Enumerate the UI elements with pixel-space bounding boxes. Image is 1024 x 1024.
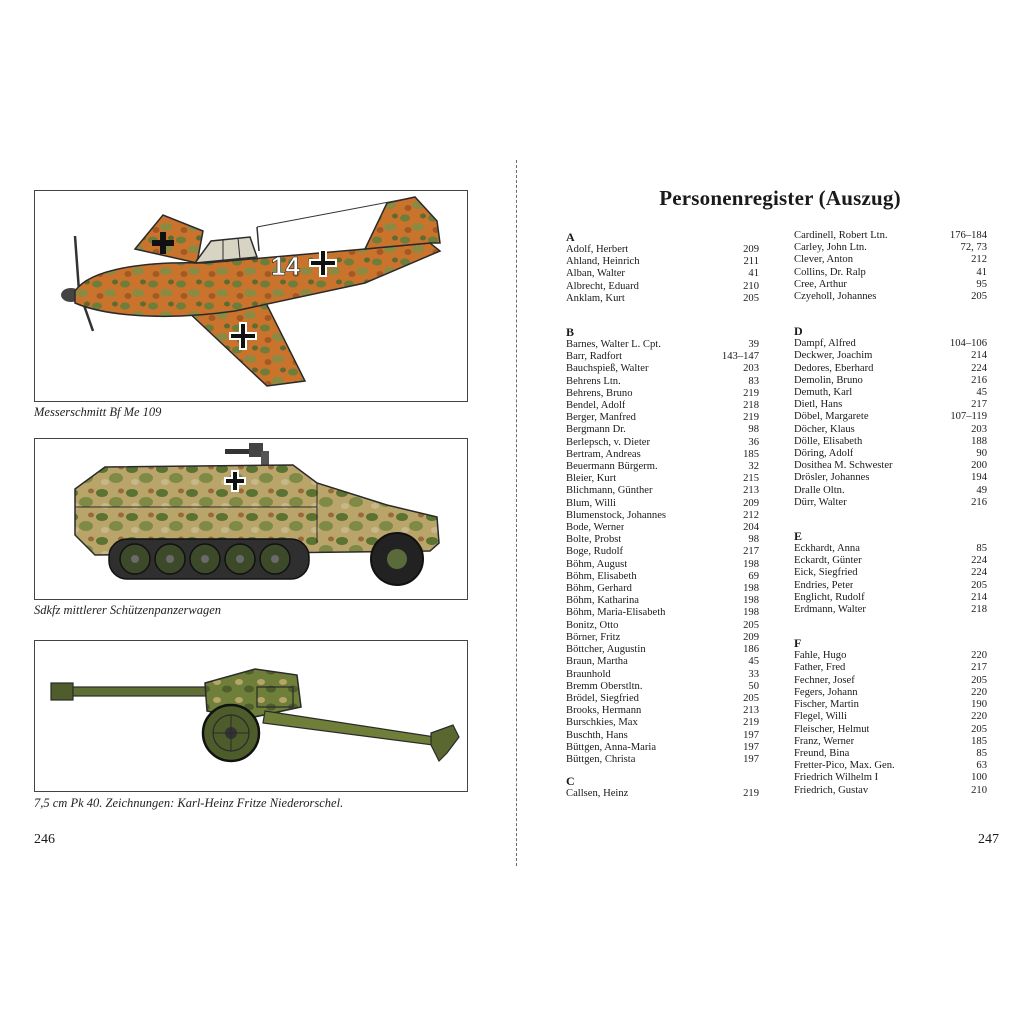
index-entry: [566, 620, 759, 632]
entry-name: Demolin, Bruno: [794, 374, 863, 386]
entry-pages: 90: [976, 448, 987, 460]
entry-pages: 104–106: [949, 338, 987, 350]
entry-pages: 176–184: [949, 230, 987, 241]
antitank-gun-illustration: [35, 641, 467, 791]
entry-name: Dosithea M. Schwester: [794, 460, 893, 472]
entry-pages: 220: [971, 711, 987, 723]
page-title: Personenregister (Auszug): [659, 186, 901, 210]
index-entry: [794, 555, 987, 567]
index-entry: [566, 473, 759, 485]
entry-name: Berlepsch, v. Dieter: [566, 436, 651, 448]
index-entry: [794, 350, 987, 362]
entry-pages: 49: [976, 484, 987, 496]
index-entry: [566, 412, 759, 424]
index-entry: [794, 567, 987, 579]
index-entry: [566, 351, 759, 363]
entry-pages: 218: [743, 400, 759, 412]
entry-name: Bendel, Adolf: [566, 400, 626, 412]
entry-pages: 210: [743, 280, 759, 292]
entry-pages: 204: [743, 522, 759, 534]
aircraft-number: 14: [271, 251, 300, 281]
entry-name: Braun, Martha: [566, 656, 628, 668]
entry-pages: 205: [971, 291, 987, 303]
index-entry: [566, 693, 759, 705]
index-entry: [794, 338, 987, 350]
page-number-left: 246: [34, 832, 55, 847]
entry-name: Carley, John Ltn.: [794, 242, 867, 254]
entry-pages: 212: [971, 254, 987, 266]
section-letter: D: [794, 324, 803, 339]
entry-pages: 41: [748, 268, 759, 280]
entry-pages: 213: [743, 705, 759, 717]
index-entry: [566, 522, 759, 534]
entry-name: Bergmann Dr.: [566, 424, 626, 436]
index-entry: [794, 650, 987, 662]
section-letter: E: [794, 529, 803, 544]
index-entry: [566, 424, 759, 436]
entry-pages: 214: [971, 591, 987, 603]
index-entry: [794, 399, 987, 411]
entry-name: Albrecht, Eduard: [566, 280, 639, 292]
entry-name: Erdmann, Walter: [794, 604, 866, 616]
entry-name: Berger, Manfred: [566, 412, 636, 424]
index-entry: [566, 256, 759, 268]
index-column-right: [794, 230, 987, 818]
index-entry: [794, 724, 987, 736]
entry-name: Fahle, Hugo: [794, 650, 847, 662]
entry-name: Bremm Oberstltn.: [566, 680, 643, 692]
entry-pages: 186: [743, 644, 759, 656]
entry-name: Bauchspieß, Walter: [566, 363, 649, 375]
entry-pages: 198: [743, 583, 759, 595]
plate-messerschmitt: [34, 190, 468, 402]
entry-name: Döring, Adolf: [794, 448, 854, 460]
index-entry: [794, 242, 987, 254]
index-entry: [794, 230, 987, 242]
index-entry: [566, 400, 759, 412]
messerschmitt-illustration: [35, 191, 467, 401]
halftrack-illustration: [35, 439, 467, 599]
entry-pages: 203: [971, 423, 987, 435]
entry-name: Böhm, Elisabeth: [566, 570, 637, 582]
entry-name: Böhm, Katharina: [566, 595, 639, 607]
index-entry: [794, 592, 987, 604]
index-entry: [566, 583, 759, 595]
entry-pages: 217: [971, 399, 987, 411]
entry-name: Ahland, Heinrich: [566, 256, 640, 268]
entry-pages: 197: [743, 753, 759, 765]
entry-name: Fechner, Josef: [794, 674, 855, 686]
index-section: [566, 775, 759, 800]
entry-pages: 185: [743, 448, 759, 460]
entry-pages: 216: [971, 374, 987, 386]
entry-pages: 209: [743, 244, 759, 255]
entry-name: Adolf, Herbert: [566, 244, 629, 255]
entry-name: Friedrich Wilhelm I: [794, 772, 879, 784]
entry-pages: 69: [748, 570, 759, 582]
entry-name: Beuermann Bürgerm.: [566, 461, 658, 473]
index-entry: [566, 754, 759, 766]
entry-name: Behrens, Bruno: [566, 387, 633, 399]
index-entry: [794, 448, 987, 460]
index-section: [794, 325, 987, 509]
entry-name: Fleischer, Helmut: [794, 723, 870, 735]
entry-name: Bolte, Probst: [566, 534, 622, 546]
entry-pages: 39: [748, 339, 759, 351]
entry-pages: 220: [971, 650, 987, 662]
index-entry: [794, 675, 987, 687]
entry-pages: 219: [743, 412, 759, 424]
entry-pages: 219: [743, 717, 759, 729]
entry-pages: 85: [976, 543, 987, 555]
trail-leg: [263, 711, 435, 745]
spade: [431, 725, 459, 761]
index-entry: [794, 580, 987, 592]
entry-pages: 95: [976, 278, 987, 290]
entry-name: Dietl, Hans: [794, 399, 843, 411]
entry-name: Fretter-Pico, Max. Gen.: [794, 760, 895, 772]
entry-name: Boge, Rudolf: [566, 546, 624, 558]
entry-pages: 198: [743, 607, 759, 619]
entry-pages: 218: [971, 604, 987, 616]
entry-name: Demuth, Karl: [794, 387, 853, 399]
entry-name: Büttgen, Anna-Maria: [566, 741, 657, 753]
entry-pages: 205: [971, 723, 987, 735]
entry-pages: 36: [748, 436, 759, 448]
entry-pages: 194: [971, 472, 987, 484]
index-entry: [566, 559, 759, 571]
page-gutter: [516, 160, 517, 866]
page-number-right: 247: [978, 832, 999, 847]
entry-name: Fegers, Johann: [794, 686, 858, 698]
index-entry: [566, 449, 759, 461]
entry-pages: 200: [971, 460, 987, 472]
entry-name: Böhm, Gerhard: [566, 583, 632, 595]
entry-pages: 219: [743, 387, 759, 399]
entry-name: Brooks, Hermann: [566, 705, 642, 717]
entry-pages: 211: [743, 256, 759, 268]
entry-name: Eckhardt, Anna: [794, 543, 860, 555]
entry-pages: 217: [743, 546, 759, 558]
entry-name: Brödel, Siegfried: [566, 692, 639, 704]
index-entry: [566, 607, 759, 619]
entry-pages: 215: [743, 473, 759, 485]
index-entry: [566, 717, 759, 729]
entry-name: Bode, Werner: [566, 522, 625, 534]
index-entry: [794, 748, 987, 760]
index-entry: [566, 293, 759, 305]
entry-name: Bertram, Andreas: [566, 448, 641, 460]
index-entry: [794, 687, 987, 699]
index-entry: [794, 387, 987, 399]
index-section: [794, 637, 987, 796]
entry-pages: 50: [748, 680, 759, 692]
index-entry: [794, 460, 987, 472]
entry-name: Barr, Radfort: [566, 351, 623, 363]
index-entry: [566, 681, 759, 693]
index-entry: [794, 375, 987, 387]
entry-name: Böttcher, Augustin: [566, 644, 646, 656]
entry-name: Dürr, Walter: [794, 496, 847, 508]
entry-name: Anklam, Kurt: [566, 292, 625, 304]
entry-name: Dampf, Alfred: [794, 338, 856, 350]
entry-name: Büttgen, Christa: [566, 753, 636, 765]
entry-name: Endries, Peter: [794, 579, 854, 591]
index-section: [566, 231, 759, 305]
entry-name: Eick, Siegfried: [794, 567, 858, 579]
entry-name: Börner, Fritz: [566, 631, 621, 643]
entry-pages: 224: [971, 555, 987, 567]
index-entry: [566, 485, 759, 497]
entry-pages: 205: [743, 619, 759, 631]
entry-name: Collins, Dr. Ralp: [794, 266, 866, 278]
muzzle-brake: [51, 683, 73, 700]
entry-name: Braunhold: [566, 668, 611, 680]
entry-name: Dölle, Elisabeth: [794, 435, 863, 447]
entry-name: Alban, Walter: [566, 268, 625, 280]
entry-name: Bonitz, Otto: [566, 619, 619, 631]
index-entry: [566, 437, 759, 449]
index-entry: [794, 604, 987, 616]
entry-pages: 205: [971, 579, 987, 591]
index-entry: [566, 244, 759, 256]
entry-name: Czyeholl, Johannes: [794, 291, 877, 303]
entry-name: Behrens Ltn.: [566, 375, 621, 387]
entry-pages: 185: [971, 735, 987, 747]
index-entry: [566, 730, 759, 742]
index-entry: [794, 267, 987, 279]
entry-pages: 197: [743, 729, 759, 741]
index-entry: [566, 669, 759, 681]
index-entry: [794, 291, 987, 303]
index-entry: [566, 510, 759, 522]
index-entry: [566, 534, 759, 546]
entry-pages: 45: [748, 656, 759, 668]
entry-name: Friedrich, Gustav: [794, 784, 869, 796]
entry-name: Blumenstock, Johannes: [566, 509, 667, 521]
index-entry: [794, 485, 987, 497]
entry-name: Fischer, Martin: [794, 699, 859, 711]
index-entry: [794, 711, 987, 723]
index-entry: [566, 656, 759, 668]
entry-name: Bleier, Kurt: [566, 473, 617, 485]
entry-pages: 98: [748, 424, 759, 436]
entry-pages: 190: [971, 699, 987, 711]
entry-name: Freund, Bina: [794, 747, 850, 759]
index-entry: [566, 376, 759, 388]
entry-pages: 100: [971, 772, 987, 784]
entry-name: Burschkies, Max: [566, 717, 638, 729]
index-entry: [566, 546, 759, 558]
index-entry: [794, 472, 987, 484]
section-letter: C: [566, 774, 575, 789]
entry-name: Deckwer, Joachim: [794, 350, 873, 362]
entry-name: Cree, Arthur: [794, 278, 847, 290]
entry-name: Dralle Oltn.: [794, 484, 845, 496]
entry-pages: 209: [743, 631, 759, 643]
index-entry: [566, 644, 759, 656]
index-entry: [794, 543, 987, 555]
entry-pages: 45: [976, 387, 987, 399]
index-entry: [794, 772, 987, 784]
index-entry: [566, 268, 759, 280]
entry-pages: 203: [743, 363, 759, 375]
index-entry: [794, 363, 987, 375]
caption-messerschmitt: Messerschmitt Bf Me 109: [34, 405, 162, 419]
entry-name: Englicht, Rudolf: [794, 591, 865, 603]
index-column-left: [566, 230, 759, 821]
plate-halftrack: [34, 438, 468, 600]
upper-wing: [135, 215, 203, 263]
entry-name: Eckardt, Günter: [794, 555, 862, 567]
index-entry: [566, 498, 759, 510]
index-entry: [794, 279, 987, 291]
entry-name: Böhm, Maria-Elisabeth: [566, 607, 666, 619]
fuselage: [75, 243, 440, 316]
index-entry: [566, 339, 759, 351]
entry-name: Buschth, Hans: [566, 729, 628, 741]
entry-pages: 107–119: [950, 411, 987, 423]
entry-pages: 212: [743, 509, 759, 521]
entry-pages: 213: [743, 485, 759, 497]
entry-name: Blum, Willi: [566, 497, 616, 509]
index-entry: [566, 705, 759, 717]
entry-name: Franz, Werner: [794, 735, 855, 747]
entry-pages: 85: [976, 747, 987, 759]
caption-halftrack: Sdkfz mittlerer Schützenpanzerwagen: [34, 603, 222, 617]
entry-pages: 210: [971, 784, 987, 796]
index-entry: [566, 281, 759, 293]
entry-pages: 220: [971, 686, 987, 698]
index-entry: [566, 388, 759, 400]
index-entry: [794, 662, 987, 674]
index-entry: [794, 497, 987, 509]
entry-name: Böhm, August: [566, 558, 628, 570]
entry-pages: 143–147: [721, 351, 759, 363]
entry-name: Döbel, Margarete: [794, 411, 869, 423]
index-entry: [566, 788, 759, 800]
index-entry: [794, 785, 987, 797]
entry-pages: 41: [976, 266, 987, 278]
entry-pages: 197: [743, 741, 759, 753]
entry-pages: 205: [743, 692, 759, 704]
section-letter: B: [566, 325, 575, 340]
entry-pages: 63: [976, 760, 987, 772]
entry-pages: 205: [743, 292, 759, 304]
entry-pages: 83: [748, 375, 759, 387]
entry-name: Barnes, Walter L. Cpt.: [566, 339, 661, 351]
entry-pages: 216: [971, 496, 987, 508]
index-section: [794, 230, 987, 303]
entry-pages: 214: [971, 350, 987, 362]
index-entry: [794, 699, 987, 711]
entry-name: Flegel, Willi: [794, 711, 847, 723]
plate-antitank-gun: [34, 640, 468, 792]
index-entry: [566, 571, 759, 583]
entry-name: Dedores, Eberhard: [794, 362, 874, 374]
caption-antitank-gun: 7,5 cm Pk 40. Zeichnungen: Karl-Heinz Fritze Niederorschel.: [34, 796, 344, 810]
index-entry: [794, 411, 987, 423]
index-entry: [566, 742, 759, 754]
entry-pages: 198: [743, 595, 759, 607]
entry-name: Blichmann, Günther: [566, 485, 653, 497]
entry-pages: 33: [748, 668, 759, 680]
index-entry: [794, 436, 987, 448]
entry-pages: 219: [743, 788, 759, 800]
entry-pages: 224: [971, 567, 987, 579]
entry-name: Callsen, Heinz: [566, 788, 629, 800]
section-letter: A: [566, 230, 575, 244]
right-page: [518, 0, 1024, 1024]
index-entry: [566, 363, 759, 375]
entry-pages: 32: [748, 461, 759, 473]
entry-name: Father, Fred: [794, 662, 846, 674]
entry-pages: 72, 73: [960, 242, 987, 254]
index-entry: [794, 736, 987, 748]
index-entry: [794, 760, 987, 772]
entry-name: Drösler, Johannes: [794, 472, 870, 484]
entry-name: Cardinell, Robert Ltn.: [794, 230, 888, 241]
index-entry: [794, 424, 987, 436]
index-section: [566, 326, 759, 766]
entry-name: Döcher, Klaus: [794, 423, 855, 435]
index-entry: [566, 595, 759, 607]
index-entry: [794, 254, 987, 266]
index-entry: [566, 632, 759, 644]
entry-pages: 198: [743, 558, 759, 570]
index-entry: [566, 461, 759, 473]
section-letter: F: [794, 636, 802, 651]
entry-pages: 217: [971, 662, 987, 674]
entry-pages: 98: [748, 534, 759, 546]
entry-pages: 209: [743, 497, 759, 509]
index-section: [794, 530, 987, 616]
entry-pages: 205: [971, 674, 987, 686]
entry-pages: 188: [971, 435, 987, 447]
entry-pages: 224: [971, 362, 987, 374]
entry-name: Clever, Anton: [794, 254, 854, 266]
